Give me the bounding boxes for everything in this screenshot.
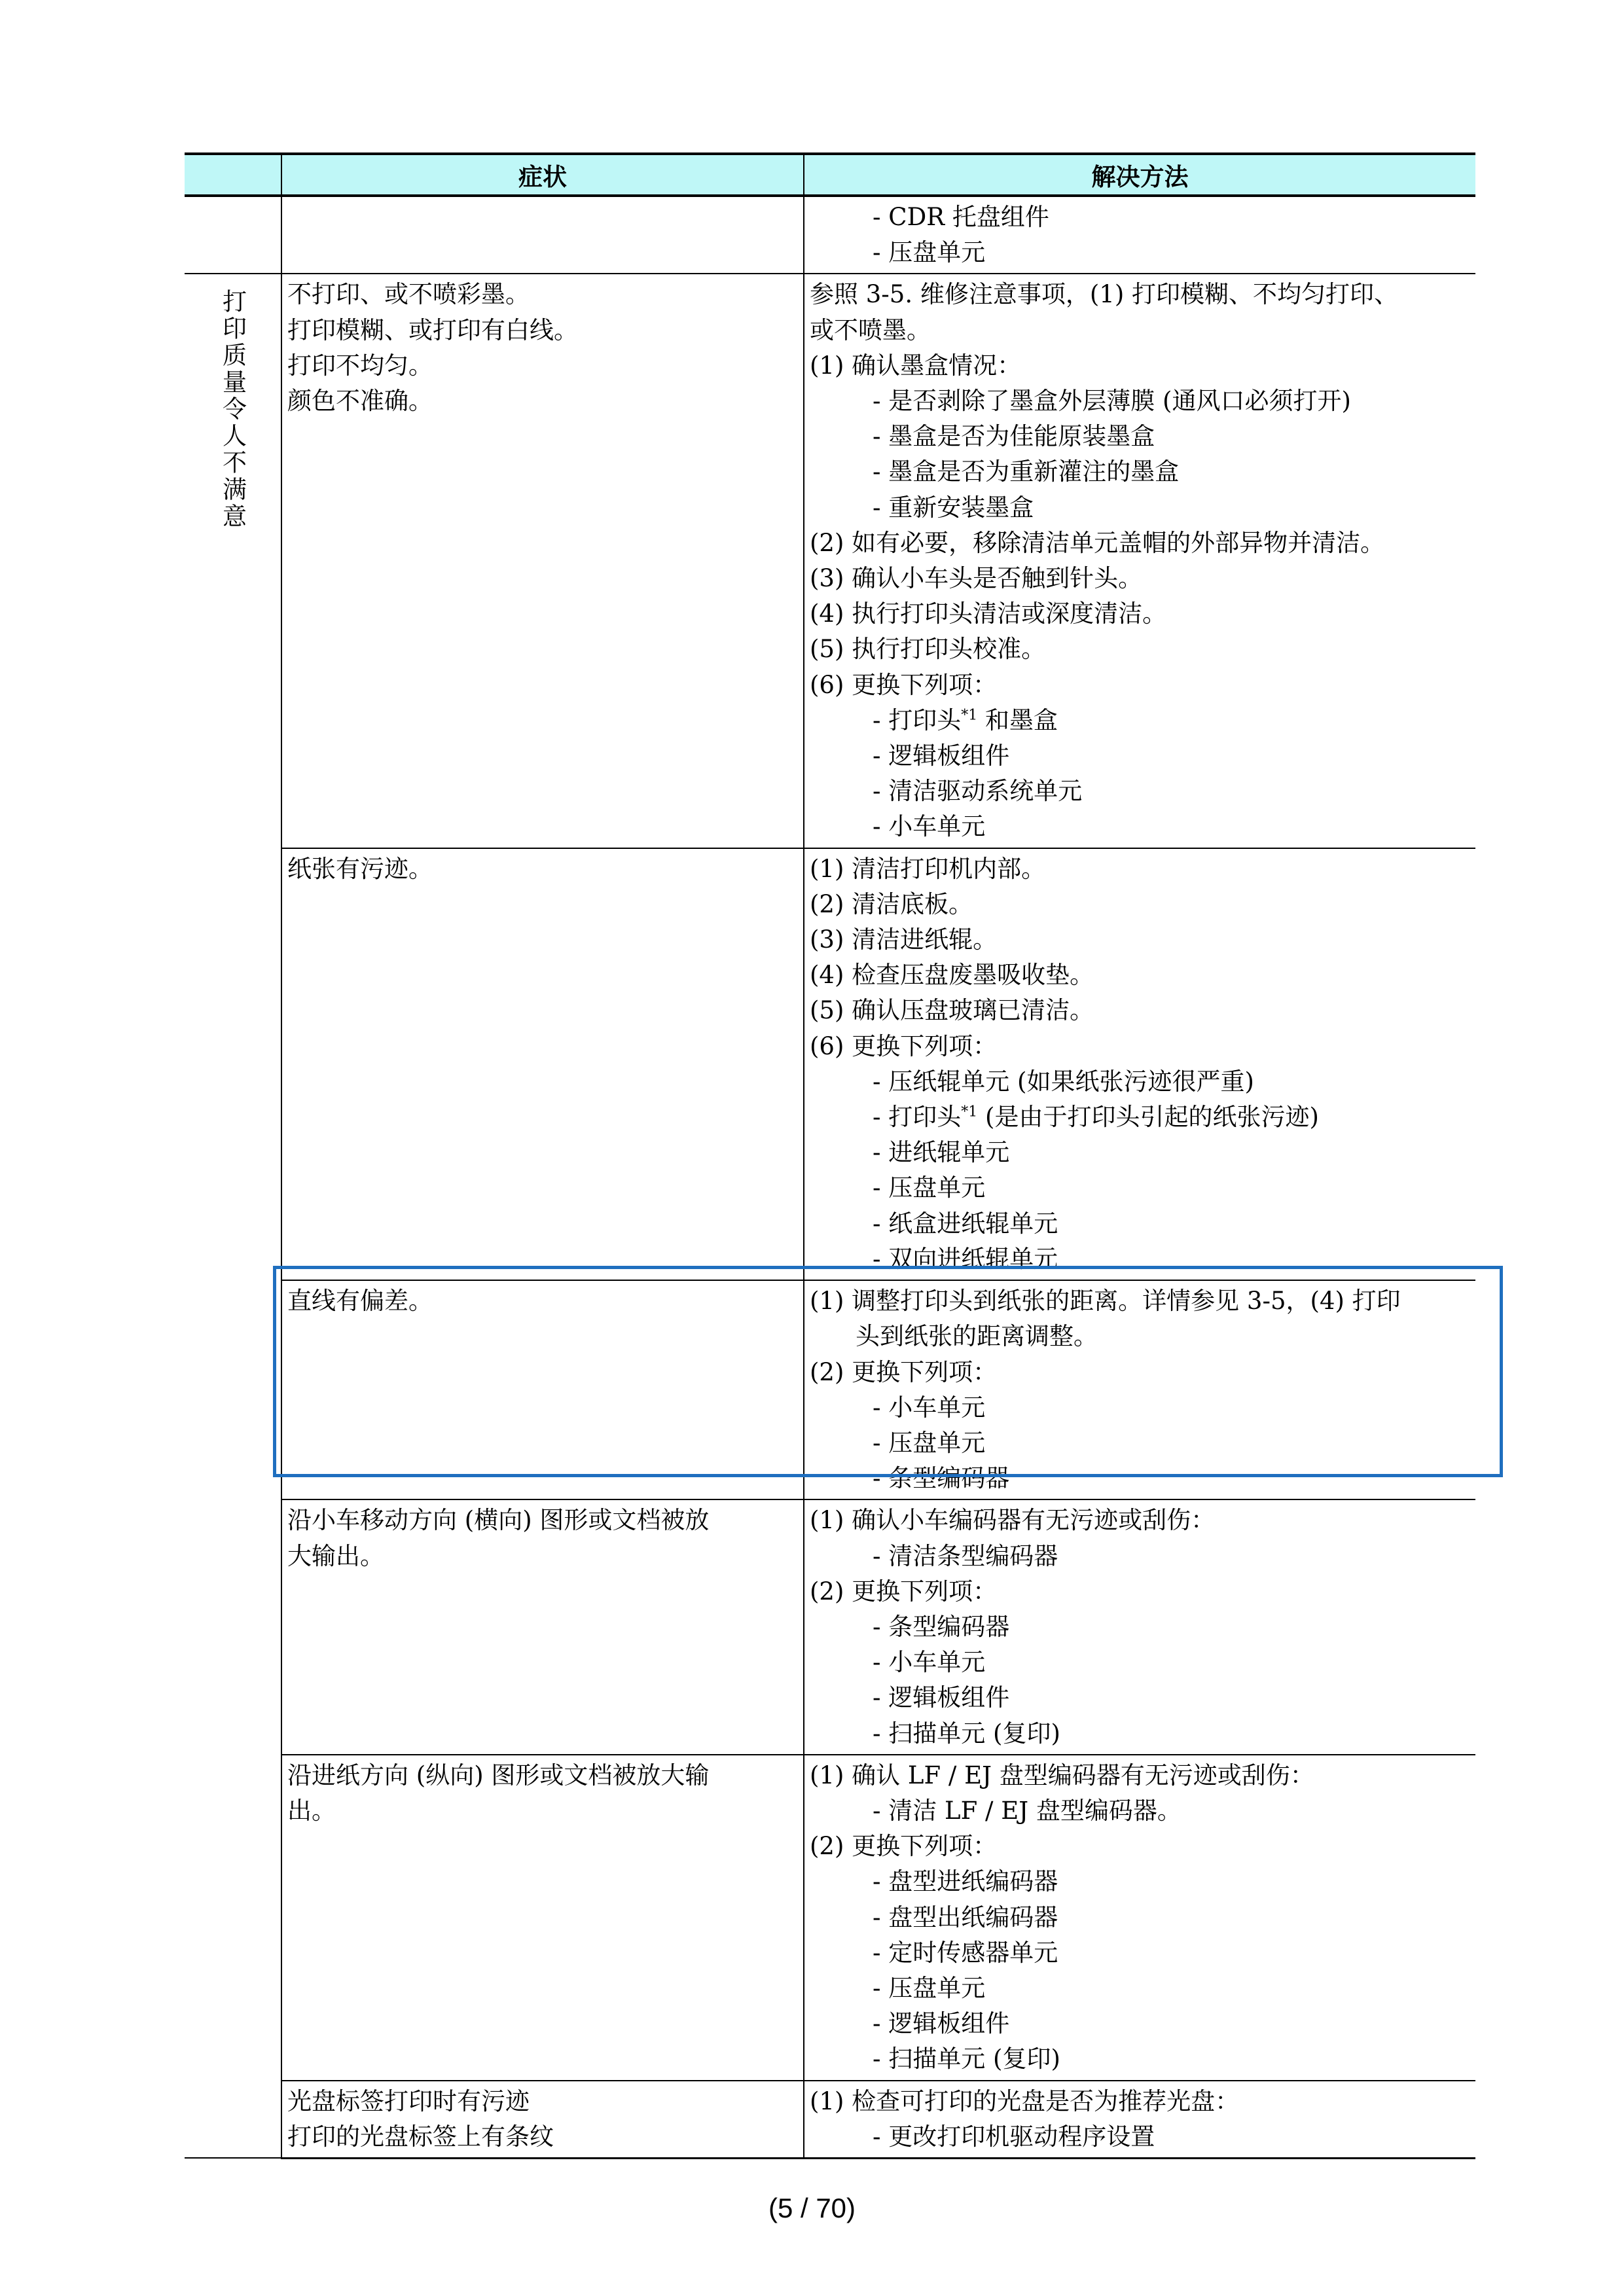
- solution-line: [810, 668, 1469, 703]
- solution-line: [810, 1426, 1469, 1461]
- solution-text: - 小车单元: [873, 1393, 986, 1422]
- solution-cell: [804, 1755, 1475, 2081]
- table-header-row: [185, 154, 1475, 196]
- solution-text: (4) 检查压盘废墨吸收垫。: [810, 961, 1094, 990]
- solution-line: [810, 1864, 1469, 1899]
- solution-line: [810, 1539, 1469, 1574]
- footnote-marker: *1: [961, 707, 978, 724]
- solution-text: 参照 3-5. 维修注意事项，(1) 打印模糊、不均匀打印、: [810, 280, 1399, 309]
- symptom-cell: [281, 2081, 804, 2159]
- solution-text: (1) 确认小车编码器有无污迹或刮伤：: [810, 1506, 1216, 1535]
- solution-text: - 打印头: [873, 1103, 962, 1132]
- solution-line: [810, 1242, 1469, 1277]
- symptom-cell: [281, 1755, 804, 2081]
- solution-cell: [804, 1280, 1475, 1499]
- solution-text: 或不喷墨。: [810, 315, 931, 344]
- solution-line: [810, 1900, 1469, 1935]
- symptom-line: 出。: [287, 1796, 336, 1825]
- solution-line: [810, 1355, 1469, 1390]
- solution-line: [810, 1283, 1469, 1319]
- solution-text: (6) 更换下列项：: [810, 1031, 998, 1060]
- solution-line: [810, 738, 1469, 774]
- solution-text: 头到纸张的距离调整。: [856, 1322, 1098, 1351]
- solution-text: - 清洁 LF / EJ 盘型编码器。: [873, 1796, 1182, 1825]
- category-cell: [185, 274, 281, 2158]
- symptom-line: 直线有偏差。: [287, 1287, 433, 1316]
- solution-text: - 打印头: [873, 706, 962, 734]
- solution-line: [810, 1206, 1469, 1242]
- solution-text: (2) 如有必要，移除清洁单元盖帽的外部异物并清洁。: [810, 528, 1385, 557]
- table-row: [185, 848, 1475, 1280]
- solution-line: [810, 958, 1469, 993]
- symptom-cell: [281, 848, 804, 1280]
- solution-text: (2) 更换下列项：: [810, 1357, 998, 1386]
- solution-text: - 小车单元: [873, 812, 986, 841]
- solution-line: [810, 1680, 1469, 1715]
- solution-text: (2) 更换下列项：: [810, 1832, 998, 1861]
- solution-line: [810, 1503, 1469, 1538]
- solution-text-after: (是由于打印头引起的纸张污迹): [977, 1103, 1319, 1132]
- solution-text: (3) 确认小车头是否触到针头。: [810, 564, 1143, 593]
- solution-line: [810, 561, 1469, 596]
- solution-line: [810, 313, 1469, 348]
- solution-text: (5) 确认压盘玻璃已清洁。: [810, 996, 1094, 1025]
- solution-text: (1) 确认 LF / EJ 盘型编码器有无污迹或刮伤：: [810, 1761, 1314, 1789]
- solution-line: [810, 419, 1469, 454]
- solution-line: [810, 1971, 1469, 2006]
- solution-line: [810, 1609, 1469, 1645]
- solution-line: [810, 993, 1469, 1028]
- solution-text: (6) 更换下列项：: [810, 670, 998, 699]
- solution-line: [810, 526, 1469, 561]
- continuation-symptom-cell: [281, 196, 804, 274]
- category-label: 打印质量令人不满意: [218, 289, 247, 531]
- solution-line: [810, 809, 1469, 844]
- solution-text: - 条型编码器: [873, 1464, 1010, 1493]
- solution-line: [810, 852, 1469, 887]
- continuation-solution-cell: [804, 196, 1475, 274]
- symptom-line: 打印模糊、或打印有白线。: [287, 315, 578, 344]
- solution-line: [810, 1170, 1469, 1206]
- solution-text: - 逻辑板组件: [873, 1683, 1010, 1712]
- page-number: (5 / 70): [768, 2193, 856, 2223]
- solution-text: - 扫描单元 (复印): [873, 1719, 1060, 1748]
- solution-line: [810, 703, 1469, 738]
- troubleshooting-table: [185, 152, 1475, 2159]
- solution-line: [810, 2006, 1469, 2041]
- solution-line: [810, 922, 1469, 958]
- solution-line: [810, 1135, 1469, 1170]
- solution-text: - 进纸辊单元: [873, 1138, 1010, 1167]
- solution-line: [810, 2119, 1469, 2155]
- solution-text: (1) 检查可打印的光盘是否为推荐光盘：: [810, 2087, 1240, 2115]
- solution-text: - 压盘单元: [873, 1973, 986, 2002]
- solution-line: [810, 1461, 1469, 1496]
- solution-cell: [804, 274, 1475, 848]
- solution-line: [810, 774, 1469, 809]
- solution-text: (1) 确认墨盒情况：: [810, 351, 1022, 380]
- solution-line: [810, 1829, 1469, 1864]
- solution-line: [810, 277, 1469, 312]
- continuation-row: [185, 196, 1475, 274]
- solution-line: [810, 596, 1469, 632]
- solution-line: [810, 887, 1469, 922]
- solution-line: [810, 348, 1469, 384]
- symptom-line: 颜色不准确。: [287, 387, 433, 416]
- solution-cell: [804, 848, 1475, 1280]
- solution-cell: [804, 1499, 1475, 1754]
- symptom-line: 沿进纸方向 (纵向) 图形或文档被放大输: [287, 1761, 710, 1789]
- solution-line: [810, 1645, 1469, 1680]
- solution-line: [810, 2041, 1469, 2077]
- solution-line: [810, 632, 1469, 667]
- solution-text: - 盘型进纸编码器: [873, 1867, 1058, 1896]
- solution-line: [810, 1574, 1469, 1609]
- symptom-line: 光盘标签打印时有污迹: [287, 2087, 530, 2115]
- solution-line: - 压盘单元: [873, 238, 986, 267]
- header-solution: 解决方法: [804, 154, 1475, 196]
- solution-text: - 逻辑板组件: [873, 742, 1010, 770]
- symptom-line: 沿小车移动方向 (横向) 图形或文档被放: [287, 1506, 710, 1535]
- solution-text: - 盘型出纸编码器: [873, 1903, 1058, 1931]
- solution-text: - 压盘单元: [873, 1428, 986, 1457]
- solution-text: - 扫描单元 (复印): [873, 2045, 1060, 2073]
- solution-text: - 逻辑板组件: [873, 2009, 1010, 2038]
- solution-line: [810, 1064, 1469, 1100]
- table-row: [185, 2081, 1475, 2159]
- solution-text: - 更改打印机驱动程序设置: [873, 2122, 1155, 2151]
- solution-text: (1) 清洁打印机内部。: [810, 854, 1046, 883]
- solution-text: (2) 清洁底板。: [810, 889, 973, 918]
- solution-line: [810, 490, 1469, 526]
- solution-text: - 条型编码器: [873, 1612, 1010, 1641]
- solution-text: - 是否剥除了墨盒外层薄膜 (通风口必须打开): [873, 387, 1351, 416]
- solution-line: [810, 1716, 1469, 1751]
- solution-line: [810, 1793, 1469, 1829]
- symptom-line: 打印不均匀。: [287, 351, 433, 380]
- solution-text: - 墨盒是否为重新灌注的墨盒: [873, 457, 1180, 486]
- header-category: [185, 154, 281, 196]
- footnote-marker: *1: [961, 1103, 978, 1121]
- solution-text: (2) 更换下列项：: [810, 1577, 998, 1605]
- solution-text: - 双向进纸辊单元: [873, 1244, 1058, 1273]
- solution-text: - 压盘单元: [873, 1174, 986, 1202]
- solution-text: - 墨盒是否为佳能原装墨盒: [873, 422, 1155, 451]
- solution-text: (4) 执行打印头清洁或深度清洁。: [810, 600, 1167, 628]
- symptom-cell: [281, 1280, 804, 1499]
- solution-line: [810, 1319, 1469, 1354]
- table-row: [185, 1499, 1475, 1754]
- solution-text: - 重新安装墨盒: [873, 493, 1034, 522]
- solution-line: [810, 2084, 1469, 2119]
- solution-line: [810, 1935, 1469, 1971]
- solution-text: (5) 执行打印头校准。: [810, 635, 1046, 664]
- solution-text: - 纸盒进纸辊单元: [873, 1209, 1058, 1238]
- table-row: [185, 274, 1475, 848]
- solution-text-after: 和墨盒: [977, 706, 1058, 734]
- solution-line: [810, 1029, 1469, 1064]
- solution-text: - 清洁条型编码器: [873, 1541, 1058, 1570]
- solution-line: [810, 1100, 1469, 1135]
- table-row: [185, 1280, 1475, 1499]
- solution-text: - 定时传感器单元: [873, 1938, 1058, 1967]
- solution-text: - 清洁驱动系统单元: [873, 777, 1083, 806]
- solution-line: [810, 384, 1469, 419]
- symptom-cell: [281, 1499, 804, 1754]
- solution-line: [810, 1390, 1469, 1426]
- solution-line: [810, 1758, 1469, 1793]
- table-row: [185, 1755, 1475, 2081]
- solution-text: - 小车单元: [873, 1648, 986, 1677]
- header-symptom: 症状: [281, 154, 804, 196]
- symptom-cell: [281, 274, 804, 848]
- solution-text: (3) 清洁进纸辊。: [810, 925, 998, 954]
- solution-line: [810, 454, 1469, 490]
- symptom-line: 大输出。: [287, 1541, 384, 1570]
- solution-text: - 压纸辊单元 (如果纸张污迹很严重): [873, 1067, 1254, 1096]
- symptom-line: 不打印、或不喷彩墨。: [287, 280, 530, 309]
- solution-text: (1) 调整打印头到纸张的距离。详情参见 3-5，(4) 打印: [810, 1287, 1401, 1316]
- symptom-line: 纸张有污迹。: [287, 854, 433, 883]
- solution-cell: [804, 2081, 1475, 2159]
- solution-line: - CDR 托盘组件: [873, 203, 1049, 231]
- continuation-category-cell: [185, 196, 281, 274]
- symptom-line: 打印的光盘标签上有条纹: [287, 2122, 554, 2151]
